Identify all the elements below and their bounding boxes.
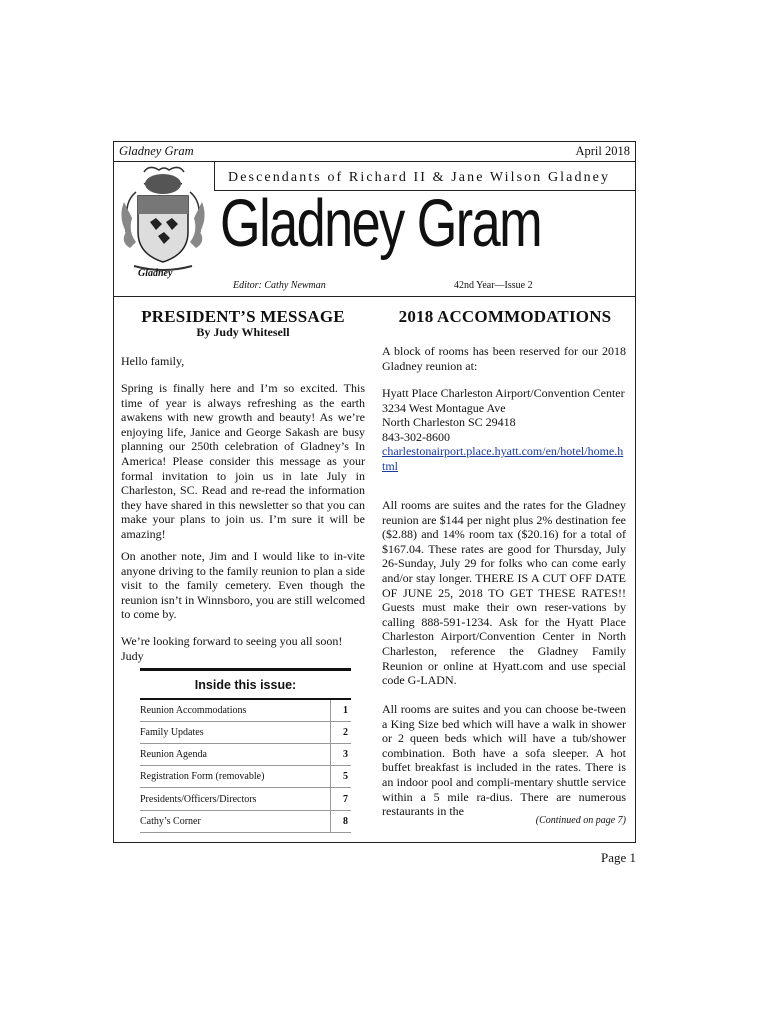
toc-item-page: 7 [343,794,348,805]
hotel-city: North Charleston SC 29418 [382,415,516,430]
masthead-subtitle: Descendants of Richard II & Jane Wilson Gladney [228,170,611,185]
running-header-title: Gladney Gram [119,144,194,158]
toc-item-page: 1 [343,705,348,716]
suites-paragraph: All rooms are suites and you can choose be-tween a King Size bed which will have a walk in shower or 2 queen beds which will have a tub/shower combination. Both have a sofa sleeper. A hot buffet breakfast is included in the rates. There is an indoor pool and compli-mentary shuttle service within a 5 mile ra-dius. There are numerous restaurants in the [382,702,626,819]
continued-note: (Continued on page 7) [535,815,626,826]
toc-item[interactable] [140,811,351,833]
toc-item-label: Cathy’s Corner [140,816,201,827]
president-closing [121,634,365,663]
editor-credit: Editor: Cathy Newman [233,280,326,291]
hotel-phone: 843-302-8600 [382,429,450,444]
toc-item-page: 3 [343,749,348,760]
toc-item-label: Registration Form (removable) [140,771,265,782]
toc-item-label: Reunion Agenda [140,749,207,760]
president-byline: By Judy Whitesell [196,325,290,339]
page-number: Page 1 [600,850,636,865]
masthead-title: Gladney Gram [220,186,542,261]
closing-line: We’re looking forward to seeing you all soon! [121,634,343,648]
masthead-divider [113,296,636,297]
toc-item-page: 8 [343,816,348,827]
signature: Judy [121,648,144,663]
toc-item[interactable] [140,789,351,811]
toc-item[interactable] [140,722,351,744]
toc-top-rule [140,668,351,671]
accommodations-heading: 2018 ACCOMMODATIONS [398,307,612,326]
running-header-date: April 2018 [575,144,630,158]
toc-item-page: 5 [343,771,348,782]
toc-item[interactable] [140,766,351,788]
president-greeting: Hello family, [121,354,185,368]
toc-item-label: Family Updates [140,727,204,738]
issue-number: 42nd Year—Issue 2 [454,280,533,291]
toc-item-label: Reunion Accommodations [140,705,247,716]
rates-paragraph: All rooms are suites and the rates for the Gladney reunion are $144 per night plus 2% destination fee ($2.88) and 14% room tax ($20.16) for a total of $167.04. These rates are good for Thursday, July 26-Sunday, July 29 for folks who can come early and/or stay longer. THERE IS A CUT OFF DATE OF JUNE 25, 2018 TO GET THESE RATES!! Guests must make their own reser-vations by calling 888-591-1234. Ask for the Hyatt Place Charleston Airport/Convention Center in North Charleston, reference the Gladney Family Reunion or online at Hyatt.com and use special code G-LADN. [382,498,626,688]
hotel-street: 3234 West Montague Ave [382,400,506,415]
hotel-link[interactable]: charlestonairport.place.hyatt.com/en/hotel/home.html [382,444,624,473]
toc-item[interactable] [140,744,351,766]
toc-item-page: 2 [343,727,348,738]
president-paragraph-2: On another note, Jim and I would like to in-vite anyone driving to the family reunion to plan a side visit to the family cemetery. Even though the reunion isn’t in Winnsboro, you are still welcomed to come by. [121,549,365,622]
toc-title: Inside this issue: [194,678,297,692]
toc-item[interactable] [140,700,351,722]
hotel-name: Hyatt Place Charleston Airport/Convention Center [382,386,625,400]
president-paragraph-1: Spring is finally here and I’m so excited. This time of year is always refreshing as the earth awakens with new growth and beauty! As we’re enjoying life, Janice and George Sakash are busy planning our 250th celebration of Gladney’s In America! Please consider this message as your formal invitation to join us in late July in Charleston, SC. Read and re-read the information they have shared in this newsletter so that you can make your plans to join us. I’m sure it will be amazing! [121,381,365,541]
accommodations-intro: A block of rooms has been reserved for our 2018 Gladney reunion at: [382,344,626,373]
hotel-address-block [382,386,626,474]
crest-caption: Gladney [138,268,173,279]
president-heading: PRESIDENT’S MESSAGE [141,307,345,326]
toc-item-label: Presidents/Officers/Directors [140,794,257,805]
